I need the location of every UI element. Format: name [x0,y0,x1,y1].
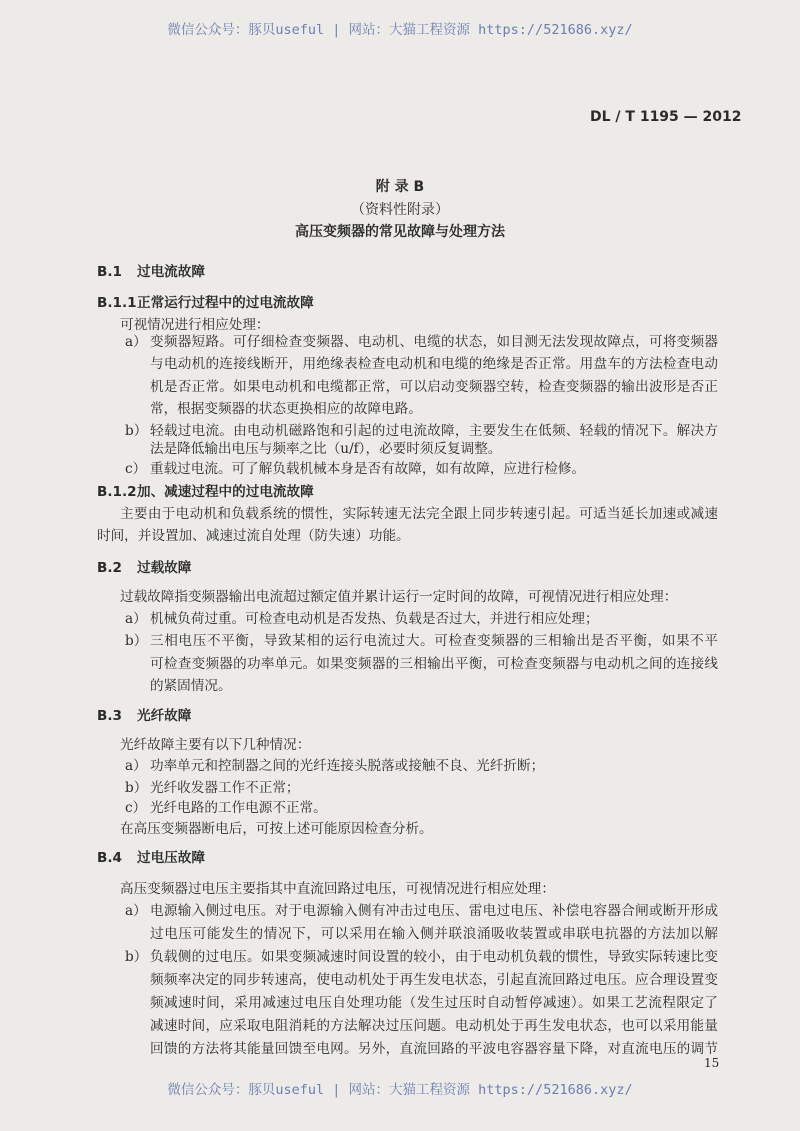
section-number: B.3 [97,708,122,724]
paragraph-line: 光纤收发器工作不正常； [150,780,300,796]
paragraph-line: 过载故障指变频器输出电流超过额定值并累计运行一定时间的故障，可视情况进行相应处理： [120,589,678,605]
paragraph-line: 轻载过电流。由电动机磁路饱和引起的过电流故障，主要发生在低频、轻载的情况下。解决方 [150,423,718,439]
paragraph-line: 的紧固情况。 [150,678,232,694]
section-heading-b3 [97,707,191,725]
appendix-name: 高压变频器的常见故障与处理方法 [295,224,505,240]
paragraph-line: 减速时间，应采取电阻消耗的方法解决过压问题。电动机处于再生发电状态，也可以采用能量 [150,1018,718,1034]
list-label: a） [125,334,147,350]
section-title: 过载故障 [137,560,192,576]
paragraph-line: 常，根据变频器的状态更换相应的故障电路。 [150,401,422,417]
section-heading-b1-2 [97,483,314,501]
paragraph-line: 重载过电流。可了解负载机械本身是否有故障，如有故障，应进行检修。 [150,461,585,477]
list-label: b） [125,633,148,649]
paragraph-line: 功率单元和控制器之间的光纤连接头脱落或接触不良、光纤折断； [150,758,545,774]
paragraph-line: 光纤故障主要有以下几种情况： [120,737,311,753]
paragraph-line: 法是降低输出电压与频率之比（u/f），必要时须反复调整。 [150,441,502,457]
paragraph-line: 在高压变频器断电后，可按上述可能原因检查分析。 [120,821,433,837]
section-number: B.4 [97,850,122,866]
paragraph-line: 三相电压不平衡，导致某相的运行电流过大。可检查变频器的三相输出是否平衡，如果不平 [150,633,718,649]
section-heading-b1-1 [97,294,314,312]
paragraph-line: 与电动机的连接线断开，用绝缘表检查电动机和电缆的绝缘是否正常。用盘车的方法检查电动 [150,356,718,372]
paragraph-line: 可视情况进行相应处理： [120,317,270,333]
paragraph-line: 光纤电路的工作电源不正常。 [150,800,327,816]
section-title: 过电压故障 [137,850,205,866]
paragraph-line: 频频率决定的同步转速高，使电动机处于再生发电状态，引起直流回路过电压。应合理设置变 [150,972,718,988]
paragraph-line: 回馈的方法将其能量回馈至电网。另外，直流回路的平波电容器容量下降，对直流电压的调节 [150,1041,718,1057]
list-label: b） [125,780,148,796]
paragraph-line: 负载侧的过电压。如果变频减速时间设置的较小，由于电动机负载的惯性，导致实际转速比变 [150,949,718,965]
appendix-title: 附 录 B [375,179,425,195]
list-label: a） [125,758,147,774]
watermark-bottom: 微信公众号：豚贝useful | 网站：大猫工程资源 https://521686.xyz/ [167,1082,633,1098]
section-title: 过电流故障 [137,264,205,280]
watermark-top: 微信公众号：豚贝useful | 网站：大猫工程资源 https://521686.xyz/ [167,22,633,38]
section-number: B.1.2 [97,484,137,500]
list-label: c） [125,800,147,816]
paragraph-line: 变频器短路。可仔细检查变频器、电动机、电缆的状态，如目测无法发现故障点，可将变频器 [150,334,718,350]
paragraph-line: 电源输入侧过电压。对于电源输入侧有冲击过电压、雷电过电压、补偿电容器合闸或断开形成 [150,903,718,919]
paragraph-line: 机是否正常。如果电动机和电缆都正常，可以启动变频器空转，检查变频器的输出波形是否正 [150,379,718,395]
section-title: 光纤故障 [137,708,192,724]
section-number: B.2 [97,560,122,576]
list-label: a） [125,611,147,627]
section-heading-b4 [97,849,205,867]
list-label: a） [125,903,147,919]
paragraph-line: 时间，并设置加、减速过流自处理（防失速）功能。 [97,528,410,544]
list-label: b） [125,423,148,439]
document-number: DL / T 1195 — 2012 [590,109,742,125]
paragraph-line: 机械负荷过重。可检查电动机是否发热、负载是否过大，并进行相应处理； [150,611,599,627]
section-title: 正常运行过程中的过电流故障 [137,295,314,311]
paragraph-line: 频减速时间，采用减速过电压自处理功能（发生过压时自动暂停减速）。如果工艺流程限定了 [150,995,718,1011]
paragraph-line: 可检查变频器的功率单元。如果变频器的三相输出平衡，可检查变频器与电动机之间的连接线 [150,656,718,672]
section-number: B.1.1 [97,295,137,311]
section-title: 加、减速过程中的过电流故障 [137,484,314,500]
paragraph-line: 主要由于电动机和负载系统的惯性，实际转速无法完全跟上同步转速引起。可适当延长加速或减速 [120,506,718,522]
section-heading-b2 [97,559,191,577]
section-heading-b1 [97,263,205,281]
appendix-type: （资料性附录） [351,202,449,218]
list-label: b） [125,949,148,965]
paragraph-line: 高压变频器过电压主要指其中直流回路过电压，可视情况进行相应处理： [120,881,555,897]
page-number: 15 [704,1056,720,1070]
section-number: B.1 [97,264,122,280]
paragraph-line: 过电压可能发生的情况下，可以采用在输入侧并联浪涌吸收装置或串联电抗器的方法加以解 [150,926,718,942]
list-label: c） [125,461,147,477]
